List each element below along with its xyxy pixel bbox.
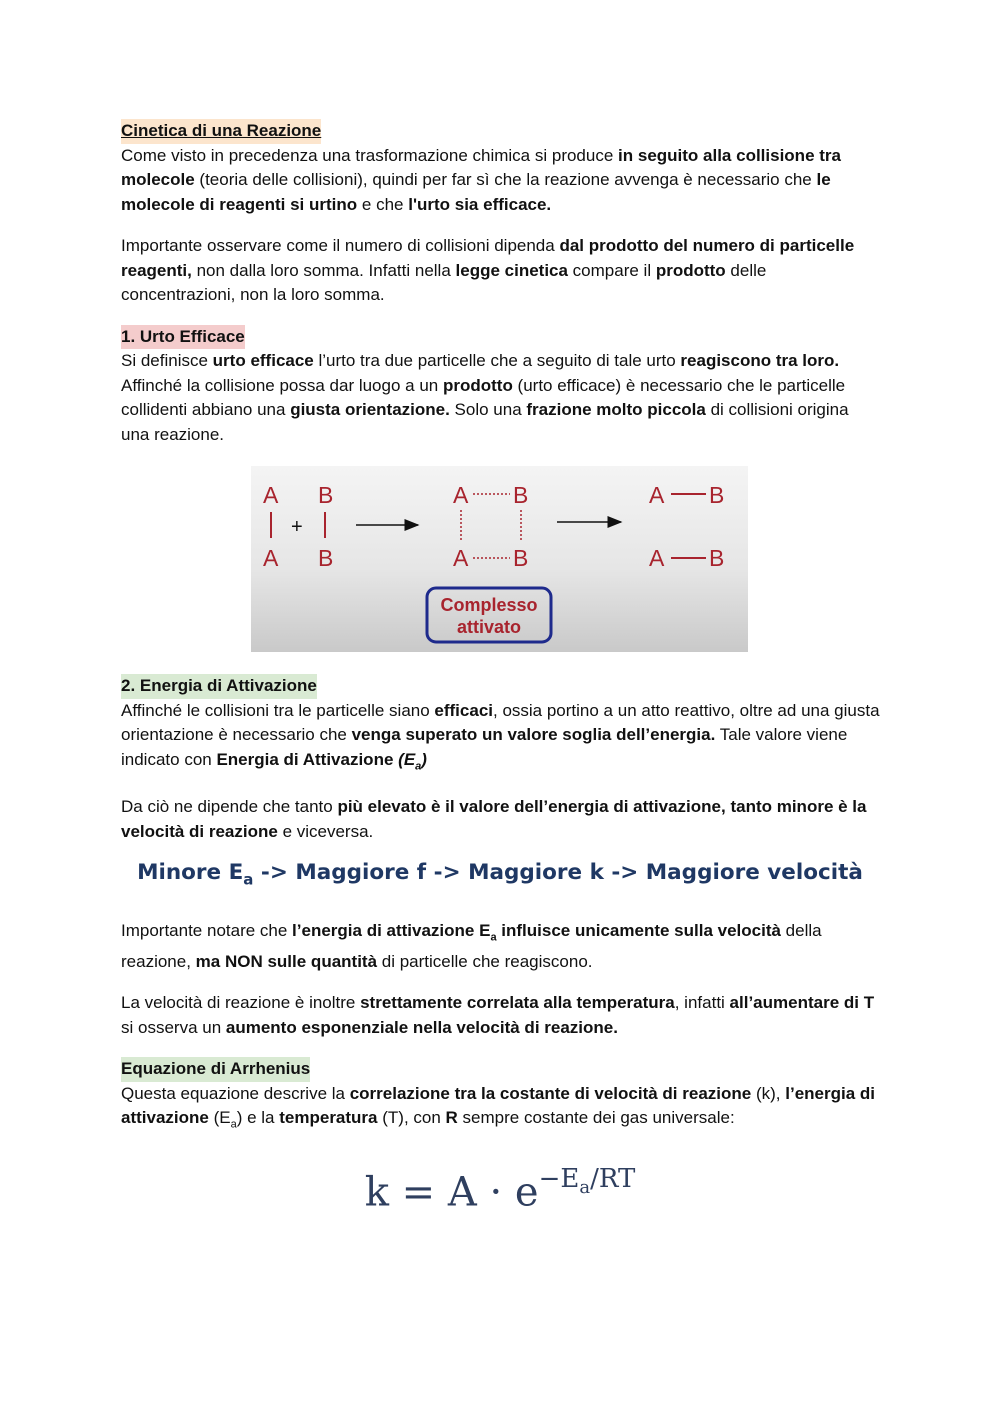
slogan-line: Minore $E_a$ -> Maggiore f -> Maggiore k -> Maggiore velocità (137, 860, 863, 889)
complex-label-line2: attivato (456, 617, 522, 637)
document-page-lower (121, 674, 881, 844)
section-title-arrhenius: Equazione di Arrhenius (121, 1057, 310, 1082)
paragraph: Da ciò ne dipende che tanto più elevato è il valore dell’energia di attivazione, tanto minore è la velocità di reazione e viceversa. (121, 797, 867, 841)
atom-b: B (709, 545, 725, 571)
atom-b: B (318, 482, 334, 508)
atom-a: A (649, 482, 665, 508)
atom-b: B (318, 545, 334, 571)
plus-sign: + (291, 516, 303, 538)
paragraph: Si definisce urto efficace l’urto tra due particelle che a seguito di tale urto reagiscono tra loro. Affinché la collisione possa dar luogo a un prodotto (urto efficace) è necessario che le particelle collidenti abbiano una giusta orientazione. Solo una frazione molto piccola di collisioni origina una reazione. (121, 351, 849, 444)
atom-a: A (263, 482, 279, 508)
paragraph: Come visto in precedenza una trasformazione chimica si produce in seguito alla collisione tra molecole (teoria delle collisioni), quindi per far sì che la reazione avvenga è necessario che le molecole di reagenti si urtino e che l'urto sia efficace. (121, 145, 841, 214)
document-page-bottom (121, 919, 881, 1137)
section-title-energia-attivazione: 2. Energia di Attivazione (121, 674, 317, 699)
arrhenius-formula: $k = A \cdot e^{-E_a/RT}$ (364, 1164, 636, 1216)
paragraph: Importante notare che l’energia di attivazione $E_a$ influisce unicamente sulla velocità della reazione, ma NON sulle quantità di particelle che reagiscono. (121, 921, 822, 971)
complex-label-line1: Complesso (440, 595, 538, 615)
collision-diagram (251, 466, 748, 652)
atom-b: B (513, 545, 529, 571)
paragraph: Importante osservare come il numero di collisioni dipenda dal prodotto del numero di particelle reagenti, non dalla loro somma. Infatti nella legge cinetica compare il prodotto delle concentrazioni, non la loro somma. (121, 236, 855, 304)
paragraph: Questa equazione descrive la correlazione tra la costante di velocità di reazione (k), l’energia di attivazione $(E_a)$ e la temperatura (T), con R sempre costante dei gas universale: (121, 1083, 875, 1131)
atom-b: B (709, 482, 725, 508)
atom-a: A (453, 545, 469, 571)
paragraph: Affinché le collisioni tra le particelle siano efficaci, ossia portino a un atto reattivo, oltre ad una giusta orientazione è necessario che venga superato un valore soglia dell’energia. Tale valore viene indicato con Energia di Attivazione $(E_a)$ (121, 700, 880, 772)
section-title-urto-efficace: 1. Urto Efficace (121, 325, 245, 350)
atom-a: A (649, 545, 665, 571)
atom-a: A (263, 545, 279, 571)
atom-a: A (453, 482, 469, 508)
section-title-cinetica: Cinetica di una Reazione (121, 119, 321, 144)
atom-b: B (513, 482, 529, 508)
paragraph: La velocità di reazione è inoltre strettamente correlata alla temperatura, infatti all’aumentare di T si osserva un aumento esponenziale nella velocità di reazione. (121, 993, 875, 1037)
document-page (121, 119, 881, 447)
